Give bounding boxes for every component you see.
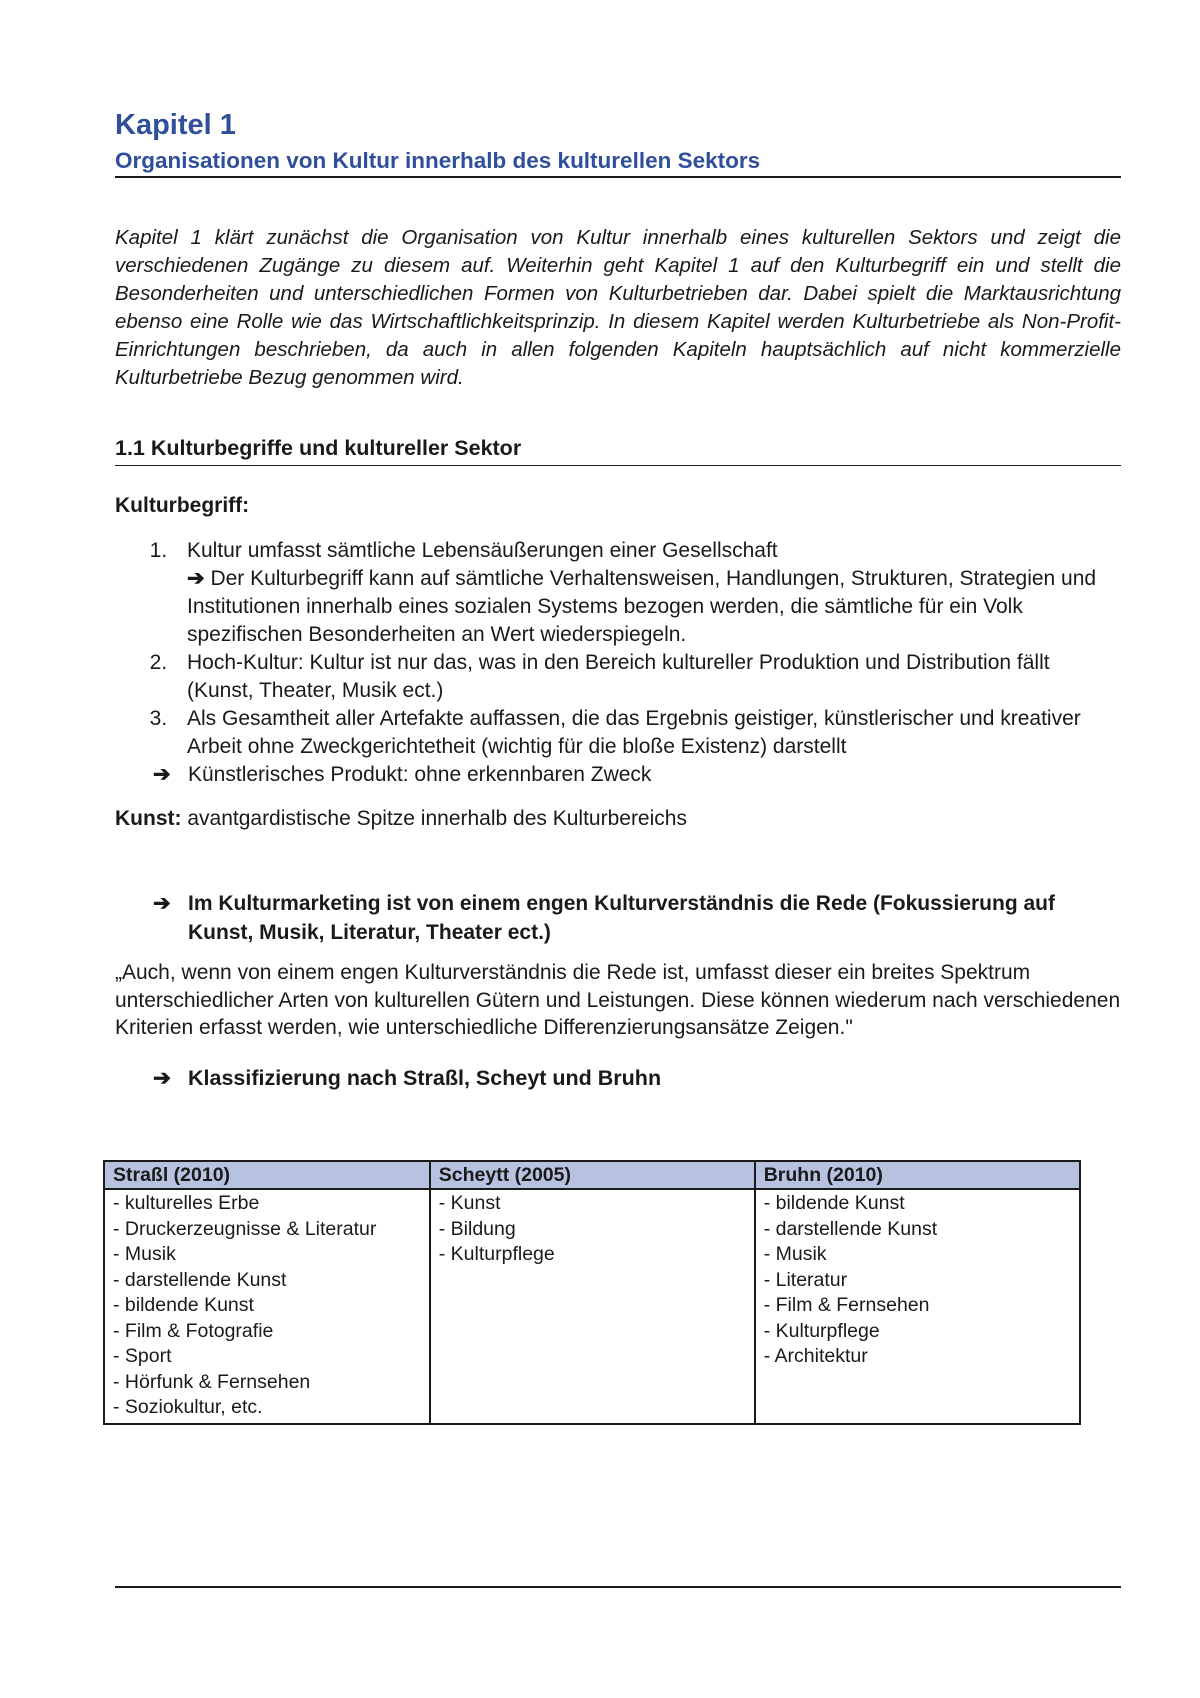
list-item-subtext xyxy=(187,565,1121,649)
list-item-text: Kultur umfasst sämtliche Lebensäußerungen einer Gesellschaft xyxy=(187,539,778,562)
cell-line: - Kulturpflege xyxy=(438,1243,555,1265)
cell-line: - Architektur xyxy=(763,1345,868,1367)
section-divider xyxy=(115,465,1121,466)
arrow-icon: ➔ xyxy=(153,1065,172,1090)
list-item-text: Als Gesamtheit aller Artefakte auffassen, die das Ergebnis geistiger, künstlerischer und kreativer Arbeit ohne Zweckgerichtetheit (wichtig für die bloße Existenz) darstellt xyxy=(187,707,1081,758)
chapter-title: Kapitel 1 xyxy=(115,109,236,141)
table-header-strassl: Straßl (2010) xyxy=(104,1161,430,1189)
kunst-label: Kunst: xyxy=(115,807,182,830)
cell-line: - Hörfunk & Fernsehen xyxy=(113,1370,311,1393)
cell-line: - Musik xyxy=(113,1243,176,1265)
cell-line: - darstellende Kunst xyxy=(113,1268,287,1291)
cell-line: - Sport xyxy=(113,1345,172,1367)
table-row xyxy=(104,1189,1080,1424)
focus-text: Im Kulturmarketing ist von einem engen Kulturverständnis die Rede (Fokussierung auf Kunst, Musik, Literatur, Theater ect.) xyxy=(188,892,1055,944)
cell-line: - Film & Fernsehen xyxy=(763,1294,930,1316)
cell-line: - Soziokultur, etc. xyxy=(113,1396,263,1418)
classification-heading xyxy=(115,1063,1121,1093)
list-item xyxy=(173,705,1121,761)
cell-line: - Film & Fotografie xyxy=(113,1319,274,1342)
intro-paragraph: Kapitel 1 klärt zunächst die Organisation von Kultur innerhalb eines kulturellen Sektors und zeigt die verschiedenen Zugänge zu diesem auf. Weiterhin geht Kapitel 1 auf den Kulturbegriff ein und stellt die Besonderheiten und unterschiedlichen Formen von Kulturbetrieben dar. Dabei spielt die Marktausrichtung ebenso eine Rolle wie das Wirtschaftlichkeitsprinzip. In diesem Kapitel werden Kulturbetriebe als Non-Profit-Einrichtungen beschrieben, da auch in allen folgenden Kapiteln hauptsächlich auf nicht kommerzielle Kulturbetriebe Bezug genommen wird. xyxy=(115,226,1121,389)
kunst-definition xyxy=(115,805,1121,833)
classification-heading-text: Klassifizierung nach Straßl, Scheyt und Bruhn xyxy=(188,1065,662,1090)
kulturbegriff-label: Kulturbegriff: xyxy=(115,494,250,517)
arrow-icon: ➔ xyxy=(153,763,171,786)
table-cell-bruhn xyxy=(755,1189,1080,1424)
list-item xyxy=(173,649,1121,705)
document-page xyxy=(115,108,1121,1093)
cell-line: - Kunst xyxy=(438,1192,501,1214)
kulturbegriff-list xyxy=(115,537,1121,761)
table-header-scheytt: Scheytt (2005) xyxy=(430,1161,755,1189)
list-item-subtext-text: Der Kulturbegriff kann auf sämtliche Verhaltensweisen, Handlungen, Strukturen, Strategien und Institutionen innerhalb eines sozialen Systems bezogen werden, die sämtliche für ein Volk spezifischen Besonderheiten an Wert wiederspiegeln. xyxy=(187,567,1097,646)
cell-line: - darstellende Kunst xyxy=(763,1217,938,1240)
cell-line: - bildende Kunst xyxy=(763,1192,905,1214)
cell-line: - Bildung xyxy=(438,1217,516,1240)
kunst-text: avantgardistische Spitze innerhalb des Kulturbereichs xyxy=(181,807,687,830)
table-header-bruhn: Bruhn (2010) xyxy=(755,1161,1080,1189)
focus-statement xyxy=(115,889,1121,947)
chapter-subtitle: Organisationen von Kultur innerhalb des kulturellen Sektors xyxy=(115,148,761,173)
arrow-icon: ➔ xyxy=(187,567,205,590)
cell-line: - Druckerzeugnisse & Literatur xyxy=(113,1217,377,1240)
cell-line: - kulturelles Erbe xyxy=(113,1192,260,1214)
classification-table xyxy=(103,1160,1081,1425)
product-note-text: Künstlerisches Produkt: ohne erkennbaren Zweck xyxy=(188,763,652,786)
list-item xyxy=(173,537,1121,649)
table-cell-scheytt xyxy=(430,1189,755,1424)
section-title: 1.1 Kulturbegriffe und kultureller Sektor xyxy=(115,436,522,460)
cell-line: - Literatur xyxy=(763,1268,848,1291)
product-note xyxy=(115,761,1121,789)
table-header-row xyxy=(104,1161,1080,1189)
cell-line: - Kulturpflege xyxy=(763,1319,880,1342)
table-cell-strassl xyxy=(104,1189,430,1424)
footer-divider xyxy=(115,1586,1121,1588)
arrow-icon: ➔ xyxy=(153,892,171,915)
title-divider xyxy=(115,176,1121,178)
cell-line: - bildende Kunst xyxy=(113,1294,254,1316)
quote-paragraph: „Auch, wenn von einem engen Kulturverständnis die Rede ist, umfasst dieser ein breites Spektrum unterschiedlicher Arten von kulturellen Gütern und Leistungen. Diese können wiederum nach verschiedenen Kriterien erfasst werden, wie unterschiedliche Differenzierungsansätze Zeigen." xyxy=(115,961,1121,1039)
cell-line: - Musik xyxy=(763,1243,827,1265)
list-item-text: Hoch-Kultur: Kultur ist nur das, was in den Bereich kultureller Produktion und Distribution fällt (Kunst, Theater, Musik ect.) xyxy=(187,651,1050,702)
